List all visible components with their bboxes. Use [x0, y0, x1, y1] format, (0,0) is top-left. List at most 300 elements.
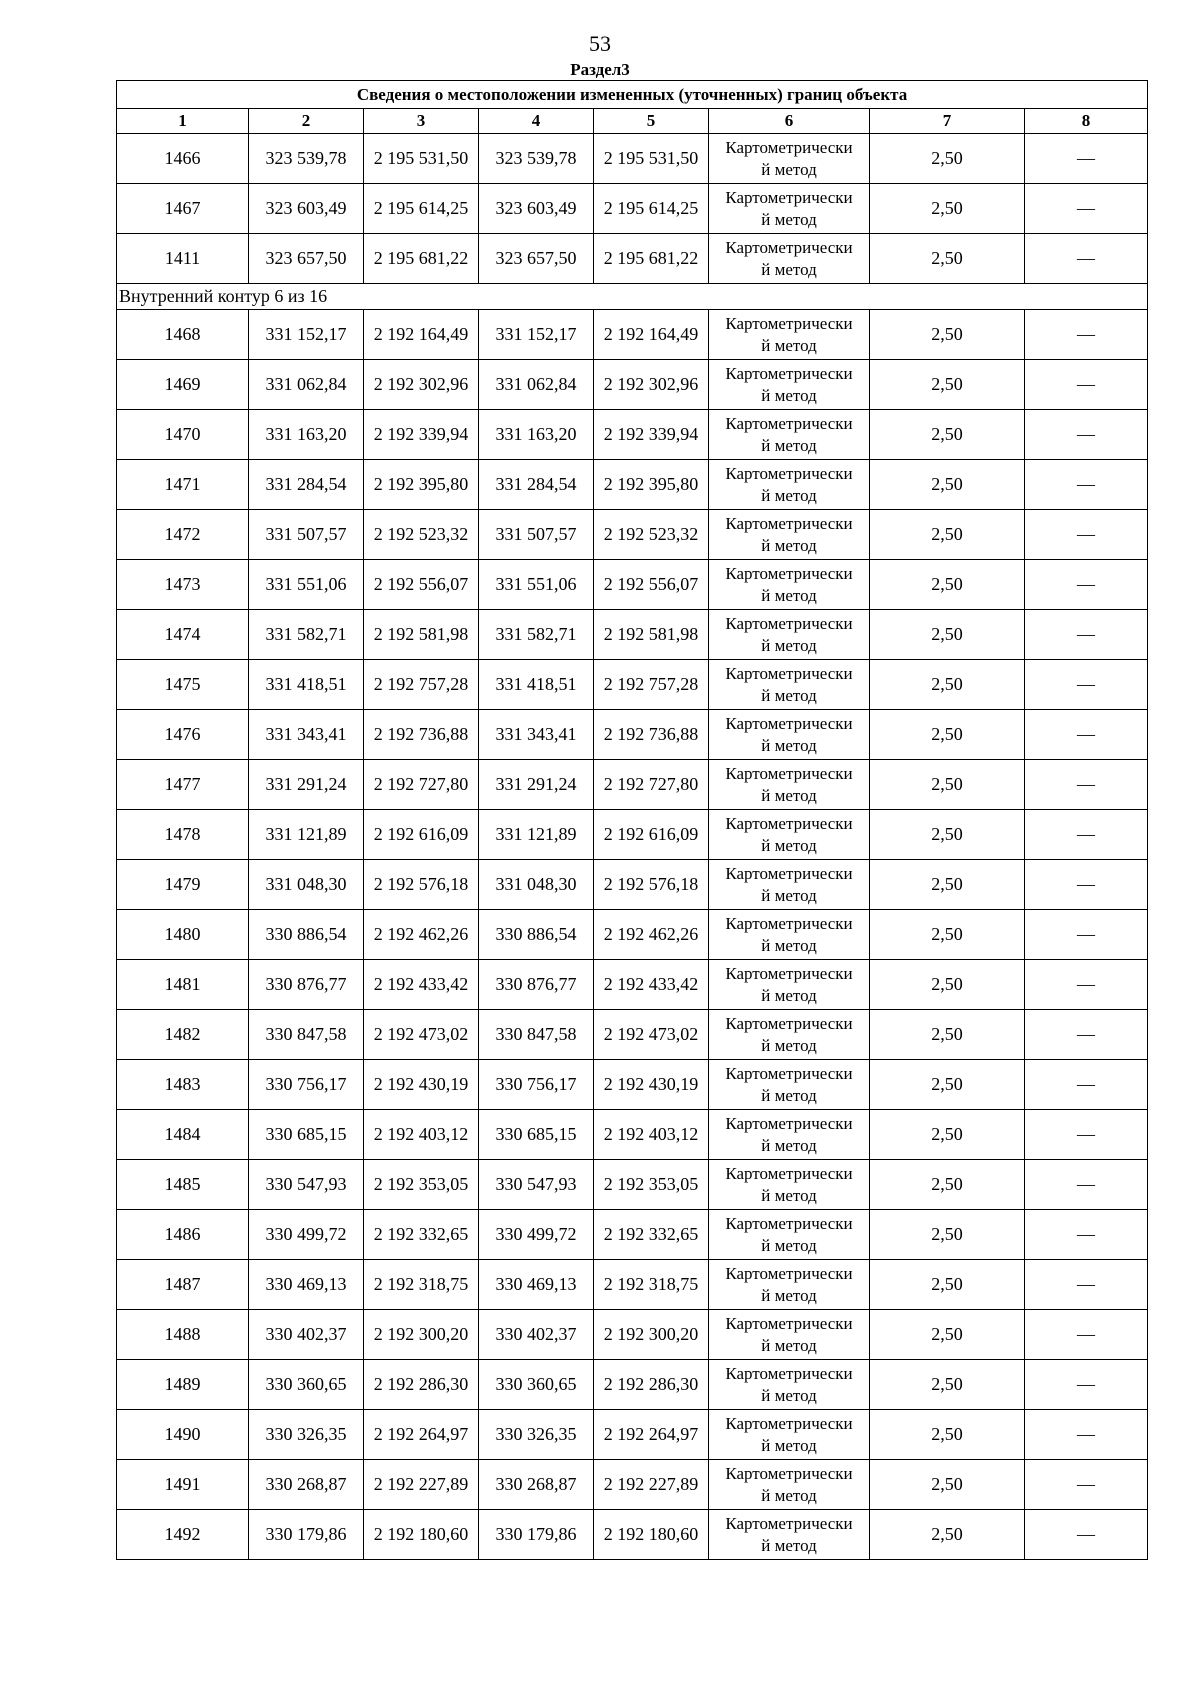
description-cell: —: [1025, 910, 1148, 960]
y-old-cell: 2 192 180,60: [364, 1510, 479, 1560]
point-number-cell: 1471: [117, 460, 249, 510]
x-old-cell: 331 291,24: [249, 760, 364, 810]
y-new-cell: 2 192 164,49: [594, 310, 709, 360]
method-cell: [709, 510, 870, 560]
method-line: Картометрически: [725, 1513, 853, 1533]
method-cell: [709, 760, 870, 810]
y-old-cell: 2 192 395,80: [364, 460, 479, 510]
y-old-cell: 2 192 523,32: [364, 510, 479, 560]
y-old-cell: 2 192 757,28: [364, 660, 479, 710]
x-new-cell: 330 886,54: [479, 910, 594, 960]
coordinates-table: [116, 80, 1148, 1560]
x-old-cell: 330 402,37: [249, 1310, 364, 1360]
method-line: й метод: [761, 1285, 817, 1305]
description-cell: —: [1025, 1260, 1148, 1310]
y-new-cell: 2 192 727,80: [594, 760, 709, 810]
x-new-cell: 330 499,72: [479, 1210, 594, 1260]
point-number-cell: 1492: [117, 1510, 249, 1560]
y-new-cell: 2 192 736,88: [594, 710, 709, 760]
y-old-cell: 2 195 681,22: [364, 234, 479, 284]
table-row: [117, 1360, 1148, 1410]
method-line: й метод: [761, 209, 817, 229]
x-new-cell: 331 048,30: [479, 860, 594, 910]
method-cell: [709, 1160, 870, 1210]
point-number-cell: 1470: [117, 410, 249, 460]
x-old-cell: 330 756,17: [249, 1060, 364, 1110]
method-line: Картометрически: [725, 1013, 853, 1033]
description-cell: —: [1025, 1360, 1148, 1410]
point-number-cell: 1466: [117, 134, 249, 184]
method-line: й метод: [761, 1135, 817, 1155]
y-new-cell: 2 192 576,18: [594, 860, 709, 910]
table-row: [117, 1510, 1148, 1560]
x-old-cell: 330 179,86: [249, 1510, 364, 1560]
x-old-cell: 330 685,15: [249, 1110, 364, 1160]
x-old-cell: 330 499,72: [249, 1210, 364, 1260]
precision-cell: 2,50: [870, 860, 1025, 910]
y-old-cell: 2 192 332,65: [364, 1210, 479, 1260]
point-number-cell: 1478: [117, 810, 249, 860]
y-new-cell: 2 192 757,28: [594, 660, 709, 710]
point-number-cell: 1491: [117, 1460, 249, 1510]
column-number: 3: [364, 109, 479, 134]
precision-cell: 2,50: [870, 184, 1025, 234]
method-line: Картометрически: [725, 763, 853, 783]
y-new-cell: 2 192 264,97: [594, 1410, 709, 1460]
x-new-cell: 323 603,49: [479, 184, 594, 234]
x-new-cell: 323 657,50: [479, 234, 594, 284]
precision-cell: 2,50: [870, 910, 1025, 960]
method-cell: [709, 1510, 870, 1560]
precision-cell: 2,50: [870, 1010, 1025, 1060]
table-row: [117, 1310, 1148, 1360]
point-number-cell: 1479: [117, 860, 249, 910]
x-new-cell: 331 418,51: [479, 660, 594, 710]
x-old-cell: 331 418,51: [249, 660, 364, 710]
table-row: [117, 1010, 1148, 1060]
description-cell: —: [1025, 610, 1148, 660]
x-new-cell: 330 756,17: [479, 1060, 594, 1110]
precision-cell: 2,50: [870, 310, 1025, 360]
description-cell: —: [1025, 660, 1148, 710]
precision-cell: 2,50: [870, 1160, 1025, 1210]
method-line: Картометрически: [725, 1063, 853, 1083]
description-cell: —: [1025, 1210, 1148, 1260]
point-number-cell: 1487: [117, 1260, 249, 1310]
method-cell: [709, 910, 870, 960]
column-number: 2: [249, 109, 364, 134]
method-line: й метод: [761, 985, 817, 1005]
precision-cell: 2,50: [870, 410, 1025, 460]
method-cell: [709, 860, 870, 910]
method-line: й метод: [761, 1385, 817, 1405]
method-cell: [709, 310, 870, 360]
y-new-cell: 2 192 556,07: [594, 560, 709, 610]
point-number-cell: 1488: [117, 1310, 249, 1360]
method-cell: [709, 1210, 870, 1260]
method-line: Картометрически: [725, 713, 853, 733]
method-line: й метод: [761, 885, 817, 905]
table-row: [117, 710, 1148, 760]
x-new-cell: 330 402,37: [479, 1310, 594, 1360]
method-cell: [709, 810, 870, 860]
x-new-cell: 331 062,84: [479, 360, 594, 410]
y-new-cell: 2 192 339,94: [594, 410, 709, 460]
y-old-cell: 2 192 616,09: [364, 810, 479, 860]
method-cell: [709, 660, 870, 710]
y-new-cell: 2 192 395,80: [594, 460, 709, 510]
column-number: 6: [709, 109, 870, 134]
precision-cell: 2,50: [870, 1060, 1025, 1110]
method-line: й метод: [761, 435, 817, 455]
description-cell: —: [1025, 1460, 1148, 1510]
description-cell: —: [1025, 1010, 1148, 1060]
x-old-cell: 331 582,71: [249, 610, 364, 660]
method-line: Картометрически: [725, 313, 853, 333]
x-old-cell: 330 268,87: [249, 1460, 364, 1510]
table-row: [117, 1060, 1148, 1110]
method-cell: [709, 1260, 870, 1310]
table-row: [117, 910, 1148, 960]
method-line: й метод: [761, 1185, 817, 1205]
description-cell: —: [1025, 510, 1148, 560]
method-line: Картометрически: [725, 137, 853, 157]
contour-label: Внутренний контур 6 из 16: [117, 284, 1148, 310]
point-number-cell: 1411: [117, 234, 249, 284]
point-number-cell: 1486: [117, 1210, 249, 1260]
method-cell: [709, 710, 870, 760]
column-number: 4: [479, 109, 594, 134]
point-number-cell: 1481: [117, 960, 249, 1010]
method-line: й метод: [761, 1485, 817, 1505]
point-number-cell: 1490: [117, 1410, 249, 1460]
precision-cell: 2,50: [870, 960, 1025, 1010]
point-number-cell: 1469: [117, 360, 249, 410]
table-title-row: [117, 81, 1148, 109]
x-new-cell: 331 163,20: [479, 410, 594, 460]
method-cell: [709, 560, 870, 610]
method-line: й метод: [761, 159, 817, 179]
y-old-cell: 2 192 581,98: [364, 610, 479, 660]
table-row: [117, 1210, 1148, 1260]
method-line: Картометрически: [725, 963, 853, 983]
x-new-cell: 331 507,57: [479, 510, 594, 560]
column-number-row: [117, 109, 1148, 134]
contour-row: [117, 284, 1148, 310]
y-new-cell: 2 192 616,09: [594, 810, 709, 860]
precision-cell: 2,50: [870, 234, 1025, 284]
method-cell: [709, 410, 870, 460]
precision-cell: 2,50: [870, 1410, 1025, 1460]
table-row: [117, 810, 1148, 860]
x-old-cell: 331 551,06: [249, 560, 364, 610]
table-row: [117, 234, 1148, 284]
table-title: Сведения о местоположении измененных (уточненных) границ объекта: [117, 81, 1148, 109]
precision-cell: 2,50: [870, 1360, 1025, 1410]
method-line: Картометрически: [725, 813, 853, 833]
precision-cell: 2,50: [870, 1460, 1025, 1510]
y-old-cell: 2 192 576,18: [364, 860, 479, 910]
point-number-cell: 1474: [117, 610, 249, 660]
table-row: [117, 660, 1148, 710]
column-number: 8: [1025, 109, 1148, 134]
y-old-cell: 2 192 353,05: [364, 1160, 479, 1210]
point-number-cell: 1483: [117, 1060, 249, 1110]
y-new-cell: 2 195 614,25: [594, 184, 709, 234]
method-cell: [709, 1110, 870, 1160]
x-new-cell: 331 121,89: [479, 810, 594, 860]
y-new-cell: 2 192 430,19: [594, 1060, 709, 1110]
description-cell: —: [1025, 1160, 1148, 1210]
y-new-cell: 2 192 462,26: [594, 910, 709, 960]
x-old-cell: 323 657,50: [249, 234, 364, 284]
method-line: Картометрически: [725, 1213, 853, 1233]
method-line: й метод: [761, 635, 817, 655]
point-number-cell: 1476: [117, 710, 249, 760]
point-number-cell: 1468: [117, 310, 249, 360]
x-new-cell: 331 291,24: [479, 760, 594, 810]
table-row: [117, 610, 1148, 660]
method-line: Картометрически: [725, 363, 853, 383]
x-new-cell: 330 268,87: [479, 1460, 594, 1510]
precision-cell: 2,50: [870, 360, 1025, 410]
method-line: й метод: [761, 1435, 817, 1455]
table-row: [117, 1160, 1148, 1210]
y-old-cell: 2 192 556,07: [364, 560, 479, 610]
method-line: Картометрически: [725, 1313, 853, 1333]
y-old-cell: 2 192 727,80: [364, 760, 479, 810]
method-line: й метод: [761, 935, 817, 955]
method-line: й метод: [761, 735, 817, 755]
y-new-cell: 2 192 332,65: [594, 1210, 709, 1260]
method-line: й метод: [761, 585, 817, 605]
y-new-cell: 2 195 531,50: [594, 134, 709, 184]
y-new-cell: 2 192 318,75: [594, 1260, 709, 1310]
x-old-cell: 330 360,65: [249, 1360, 364, 1410]
method-cell: [709, 1060, 870, 1110]
precision-cell: 2,50: [870, 760, 1025, 810]
point-number-cell: 1480: [117, 910, 249, 960]
method-cell: [709, 1460, 870, 1510]
method-cell: [709, 184, 870, 234]
x-new-cell: 331 343,41: [479, 710, 594, 760]
point-number-cell: 1485: [117, 1160, 249, 1210]
y-old-cell: 2 192 473,02: [364, 1010, 479, 1060]
column-number: 7: [870, 109, 1025, 134]
point-number-cell: 1484: [117, 1110, 249, 1160]
x-new-cell: 330 685,15: [479, 1110, 594, 1160]
method-cell: [709, 460, 870, 510]
table-row: [117, 560, 1148, 610]
point-number-cell: 1473: [117, 560, 249, 610]
method-line: Картометрически: [725, 237, 853, 257]
precision-cell: 2,50: [870, 460, 1025, 510]
y-old-cell: 2 192 300,20: [364, 1310, 479, 1360]
description-cell: —: [1025, 360, 1148, 410]
method-line: й метод: [761, 535, 817, 555]
table-row: [117, 310, 1148, 360]
y-old-cell: 2 192 227,89: [364, 1460, 479, 1510]
y-new-cell: 2 192 286,30: [594, 1360, 709, 1410]
y-old-cell: 2 192 736,88: [364, 710, 479, 760]
precision-cell: 2,50: [870, 560, 1025, 610]
method-line: Картометрически: [725, 613, 853, 633]
y-new-cell: 2 195 681,22: [594, 234, 709, 284]
description-cell: —: [1025, 860, 1148, 910]
x-old-cell: 331 152,17: [249, 310, 364, 360]
column-number: 5: [594, 109, 709, 134]
precision-cell: 2,50: [870, 610, 1025, 660]
method-cell: [709, 1310, 870, 1360]
precision-cell: 2,50: [870, 1310, 1025, 1360]
x-new-cell: 330 179,86: [479, 1510, 594, 1560]
y-new-cell: 2 192 300,20: [594, 1310, 709, 1360]
description-cell: —: [1025, 1060, 1148, 1110]
method-line: й метод: [761, 785, 817, 805]
description-cell: —: [1025, 710, 1148, 760]
method-line: Картометрически: [725, 1113, 853, 1133]
method-line: й метод: [761, 259, 817, 279]
description-cell: —: [1025, 1110, 1148, 1160]
table-row: [117, 460, 1148, 510]
x-new-cell: 331 582,71: [479, 610, 594, 660]
x-old-cell: 331 163,20: [249, 410, 364, 460]
precision-cell: 2,50: [870, 1510, 1025, 1560]
x-old-cell: 323 539,78: [249, 134, 364, 184]
table-row: [117, 1260, 1148, 1310]
column-number: 1: [117, 109, 249, 134]
table-row: [117, 360, 1148, 410]
x-old-cell: 331 343,41: [249, 710, 364, 760]
description-cell: —: [1025, 810, 1148, 860]
y-old-cell: 2 195 531,50: [364, 134, 479, 184]
method-cell: [709, 360, 870, 410]
method-line: й метод: [761, 1085, 817, 1105]
description-cell: —: [1025, 960, 1148, 1010]
point-number-cell: 1482: [117, 1010, 249, 1060]
point-number-cell: 1475: [117, 660, 249, 710]
precision-cell: 2,50: [870, 1260, 1025, 1310]
x-old-cell: 331 121,89: [249, 810, 364, 860]
description-cell: —: [1025, 234, 1148, 284]
y-new-cell: 2 192 523,32: [594, 510, 709, 560]
y-old-cell: 2 192 264,97: [364, 1410, 479, 1460]
description-cell: —: [1025, 134, 1148, 184]
x-new-cell: 330 326,35: [479, 1410, 594, 1460]
x-old-cell: 331 048,30: [249, 860, 364, 910]
y-old-cell: 2 192 403,12: [364, 1110, 479, 1160]
y-new-cell: 2 192 353,05: [594, 1160, 709, 1210]
method-line: Картометрически: [725, 413, 853, 433]
method-line: Картометрически: [725, 187, 853, 207]
point-number-cell: 1472: [117, 510, 249, 560]
x-old-cell: 330 847,58: [249, 1010, 364, 1060]
method-line: Картометрически: [725, 563, 853, 583]
method-line: й метод: [761, 1335, 817, 1355]
description-cell: —: [1025, 310, 1148, 360]
description-cell: —: [1025, 1310, 1148, 1360]
method-line: й метод: [761, 1535, 817, 1555]
precision-cell: 2,50: [870, 710, 1025, 760]
method-line: й метод: [761, 1035, 817, 1055]
method-line: Картометрически: [725, 513, 853, 533]
precision-cell: 2,50: [870, 810, 1025, 860]
description-cell: —: [1025, 460, 1148, 510]
description-cell: —: [1025, 560, 1148, 610]
precision-cell: 2,50: [870, 134, 1025, 184]
section-label: Раздел3: [570, 60, 630, 79]
table-row: [117, 1460, 1148, 1510]
method-line: Картометрически: [725, 663, 853, 683]
table-row: [117, 184, 1148, 234]
y-old-cell: 2 192 164,49: [364, 310, 479, 360]
method-cell: [709, 960, 870, 1010]
x-new-cell: 331 152,17: [479, 310, 594, 360]
y-old-cell: 2 192 462,26: [364, 910, 479, 960]
method-cell: [709, 610, 870, 660]
x-new-cell: 331 284,54: [479, 460, 594, 510]
y-new-cell: 2 192 473,02: [594, 1010, 709, 1060]
table-row: [117, 410, 1148, 460]
y-new-cell: 2 192 180,60: [594, 1510, 709, 1560]
method-line: Картометрически: [725, 463, 853, 483]
x-old-cell: 330 469,13: [249, 1260, 364, 1310]
x-old-cell: 330 547,93: [249, 1160, 364, 1210]
method-cell: [709, 1010, 870, 1060]
x-new-cell: 330 547,93: [479, 1160, 594, 1210]
method-line: Картометрически: [725, 1263, 853, 1283]
method-cell: [709, 134, 870, 184]
x-old-cell: 330 326,35: [249, 1410, 364, 1460]
y-new-cell: 2 192 581,98: [594, 610, 709, 660]
x-old-cell: 331 284,54: [249, 460, 364, 510]
y-new-cell: 2 192 302,96: [594, 360, 709, 410]
method-line: Картометрически: [725, 1363, 853, 1383]
page-number: 53: [589, 31, 611, 56]
y-old-cell: 2 192 430,19: [364, 1060, 479, 1110]
method-line: Картометрически: [725, 863, 853, 883]
precision-cell: 2,50: [870, 1210, 1025, 1260]
point-number-cell: 1489: [117, 1360, 249, 1410]
description-cell: —: [1025, 1410, 1148, 1460]
method-cell: [709, 1360, 870, 1410]
y-new-cell: 2 192 227,89: [594, 1460, 709, 1510]
y-old-cell: 2 192 339,94: [364, 410, 479, 460]
y-old-cell: 2 192 302,96: [364, 360, 479, 410]
x-new-cell: 330 469,13: [479, 1260, 594, 1310]
x-new-cell: 330 876,77: [479, 960, 594, 1010]
method-line: Картометрически: [725, 913, 853, 933]
point-number-cell: 1477: [117, 760, 249, 810]
method-line: й метод: [761, 485, 817, 505]
x-old-cell: 330 876,77: [249, 960, 364, 1010]
table-row: [117, 760, 1148, 810]
method-line: й метод: [761, 335, 817, 355]
y-old-cell: 2 192 433,42: [364, 960, 479, 1010]
table-row: [117, 510, 1148, 560]
table-row: [117, 134, 1148, 184]
table-row: [117, 1410, 1148, 1460]
y-new-cell: 2 192 403,12: [594, 1110, 709, 1160]
method-line: й метод: [761, 385, 817, 405]
description-cell: —: [1025, 1510, 1148, 1560]
point-number-cell: 1467: [117, 184, 249, 234]
x-new-cell: 331 551,06: [479, 560, 594, 610]
x-new-cell: 330 360,65: [479, 1360, 594, 1410]
x-new-cell: 323 539,78: [479, 134, 594, 184]
x-old-cell: 330 886,54: [249, 910, 364, 960]
method-line: Картометрически: [725, 1163, 853, 1183]
